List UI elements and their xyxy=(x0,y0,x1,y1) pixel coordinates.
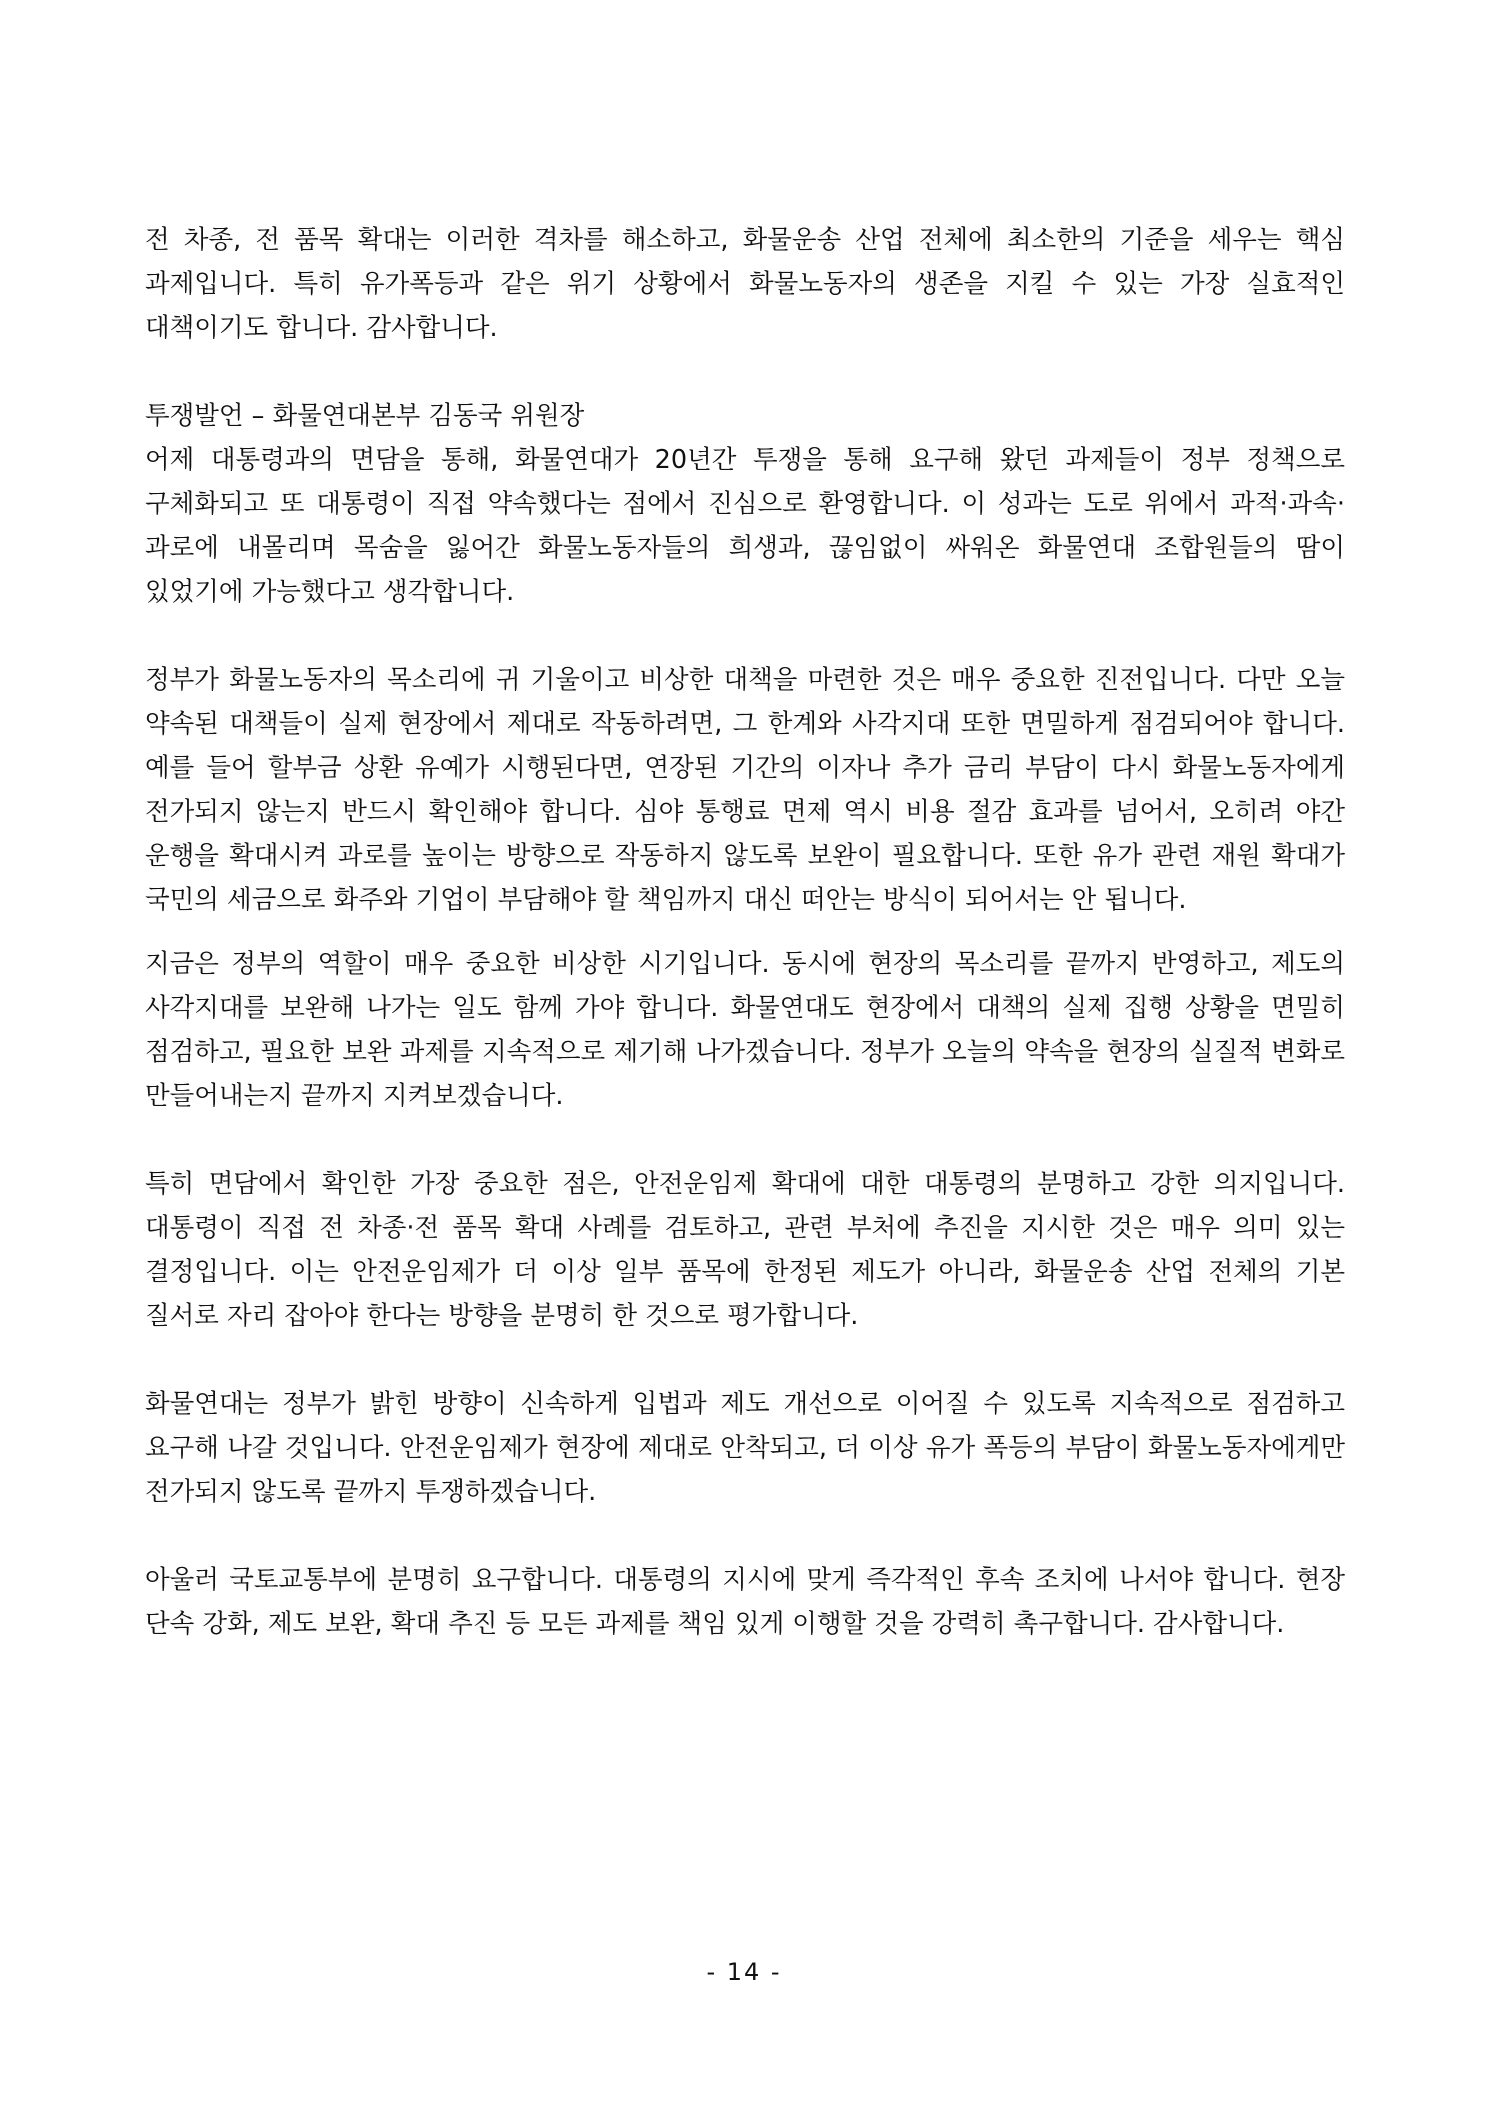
paragraph-spacer xyxy=(145,1118,1345,1162)
paragraph-government-role: 지금은 정부의 역할이 매우 중요한 비상한 시기입니다. 동시에 현장의 목소리를 끝까지 반영하고, 제도의 사각지대를 보완해 나가는 일도 함께 가야 합니다. 화물연대도 현장에서 대책의 실제 집행 상황을 면밀히 점검하고, 필요한 보완 과제를 지속적으로 제기해 나가겠습니다. 정부가 오늘의 약속을 현장의 실질적 변화로 만들어내는지 끝까지 지켜보겠습니다. xyxy=(145,949,1345,1111)
document-body xyxy=(145,218,1345,1646)
paragraph-spacer xyxy=(145,1338,1345,1382)
paragraph-safe-freight-rate: 특히 면담에서 확인한 가장 중요한 점은, 안전운임제 확대에 대한 대통령의 분명하고 강한 의지입니다. 대통령이 직접 전 차종·전 품목 확대 사례를 검토하고, 관련 부처에 추진을 지시한 것은 매우 의미 있는 결정입니다. 이는 안전운임제가 더 이상 일부 품목에 한정된 제도가 아니라, 화물운송 산업 전체의 기본 질서로 자리 잡아야 한다는 방향을 분명히 한 것으로 평가합니다. xyxy=(145,1169,1345,1331)
paragraph-spacer xyxy=(145,614,1345,658)
paragraph-closing-remarks: 전 차종, 전 품목 확대는 이러한 격차를 해소하고, 화물운송 산업 전체에 최소한의 기준을 세우는 핵심 과제입니다. 특히 유가폭등과 같은 위기 상황에서 화물노동자의 생존을 지킬 수 있는 가장 실효적인 대책이기도 합니다. 감사합니다. xyxy=(145,225,1345,343)
paragraph-spacer xyxy=(145,1514,1345,1558)
paragraph-spacer xyxy=(145,350,1345,394)
speech-heading: 투쟁발언 – 화물연대본부 김동국 위원장 xyxy=(145,401,585,431)
page-number: - 14 - xyxy=(706,1958,782,1986)
paragraph-spacer xyxy=(145,922,1345,942)
paragraph-union-commitment: 화물연대는 정부가 밝힌 방향이 신속하게 입법과 제도 개선으로 이어질 수 있도록 지속적으로 점검하고 요구해 나갈 것입니다. 안전운임제가 현장에 제대로 안착되고, 더 이상 유가 폭등의 부담이 화물노동자에게만 전가되지 않도록 끝까지 투쟁하겠습니다. xyxy=(145,1389,1345,1507)
paragraph-speech-intro: 어제 대통령과의 면담을 통해, 화물연대가 20년간 투쟁을 통해 요구해 왔던 과제들이 정부 정책으로 구체화되고 또 대통령이 직접 약속했다는 점에서 진심으로 환영합니다. 이 성과는 도로 위에서 과적·과속·과로에 내몰리며 목숨을 잃어간 화물노동자들의 희생과, 끊임없이 싸워온 화물연대 조합원들의 땀이 있었기에 가능했다고 생각합니다. xyxy=(145,445,1345,607)
paragraph-policy-review: 정부가 화물노동자의 목소리에 귀 기울이고 비상한 대책을 마련한 것은 매우 중요한 진전입니다. 다만 오늘 약속된 대책들이 실제 현장에서 제대로 작동하려면, 그 한계와 사각지대 또한 면밀하게 점검되어야 합니다. 예를 들어 할부금 상환 유예가 시행된다면, 연장된 기간의 이자나 추가 금리 부담이 다시 화물노동자에게 전가되지 않는지 반드시 확인해야 합니다. 심야 통행료 면제 역시 비용 절감 효과를 넘어서, 오히려 야간 운행을 확대시켜 과로를 높이는 방향으로 작동하지 않도록 보완이 필요합니다. 또한 유가 관련 재원 확대가 국민의 세금으로 화주와 기업이 부담해야 할 책임까지 대신 떠안는 방식이 되어서는 안 됩니다. xyxy=(145,665,1345,915)
paragraph-ministry-demand: 아울러 국토교통부에 분명히 요구합니다. 대통령의 지시에 맞게 즉각적인 후속 조치에 나서야 합니다. 현장 단속 강화, 제도 보완, 확대 추진 등 모든 과제를 책임 있게 이행할 것을 강력히 촉구합니다. 감사합니다. xyxy=(145,1565,1345,1639)
